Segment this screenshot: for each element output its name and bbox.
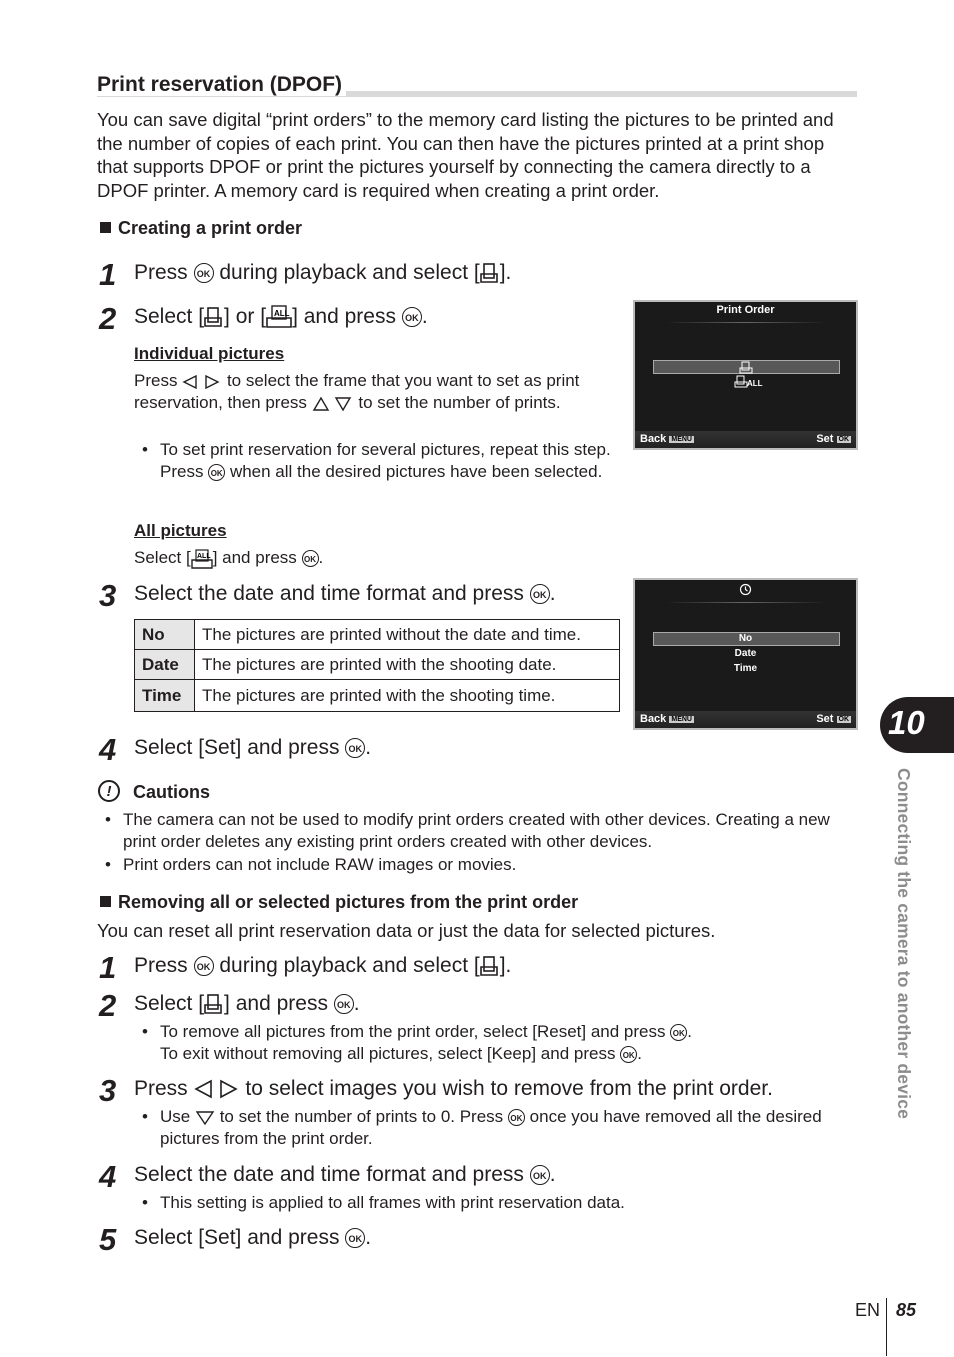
table-row: No The pictures are printed without the date and time. (135, 620, 620, 650)
remove-step3-text: Press to select images you wish to remove from the print order. (134, 1077, 773, 1100)
page-title: Print reservation (DPOF) (97, 73, 346, 97)
screen-title: Print Order (716, 304, 775, 316)
step-number: 2 (99, 988, 117, 1023)
svg-text:ALL: ALL (747, 379, 763, 388)
remove-step5-text: Select [Set] and press OK . (134, 1226, 372, 1249)
ok-button-icon: OK (208, 464, 225, 481)
step-number: 1 (99, 950, 117, 985)
clock-icon (739, 583, 752, 596)
step4-text: Select [Set] and press OK . (134, 736, 372, 759)
remove-step4-bullet: This setting is applied to all frames with print reservation data. (160, 1193, 625, 1212)
option-no: No (738, 633, 753, 644)
subheading-remove: Removing all or selected pictures from the print order (100, 892, 578, 913)
remove-step4-text: Select the date and time format and press OK . (134, 1163, 556, 1186)
ok-button-icon: OK (670, 1024, 687, 1041)
footer-divider (886, 1298, 887, 1356)
ok-button-icon: OK (194, 263, 214, 283)
print-all-icon (734, 375, 763, 388)
caution-icon: ! (98, 780, 120, 802)
step-number: 3 (99, 1073, 117, 1108)
step-number: 1 (99, 257, 117, 292)
step1-text: Press OK during playback and select [ ]. (134, 261, 512, 284)
language-label: EN (855, 1300, 881, 1320)
step2-text: Select [ ] or [ ALL ] and press OK . (134, 305, 428, 328)
bullet-dot: • (105, 810, 111, 829)
step-number: 4 (99, 732, 117, 767)
remove-step1-text: Press OK during playback and select [ ]. (134, 954, 512, 977)
table-row: Time The pictures are printed with the shooting time. (135, 680, 620, 712)
back-label: Back (640, 433, 667, 445)
ok-button-icon: OK (194, 956, 214, 976)
square-bullet-icon (100, 222, 111, 233)
ok-button-icon: OK (302, 550, 319, 567)
remove-step2-text: Select [ ] and press OK . (134, 992, 360, 1015)
ok-button-icon: OK (345, 738, 365, 758)
print-all-icon (191, 549, 213, 569)
svg-text:ALL: ALL (196, 552, 211, 560)
all-pictures-title: All pictures (134, 521, 227, 540)
print-all-icon (266, 305, 292, 329)
screen-footer (635, 431, 856, 448)
ok-button-icon: OK (402, 307, 422, 327)
cautions-title: Cautions (133, 782, 211, 802)
ok-button-icon: OK (530, 584, 550, 604)
camera-screen-print-order (633, 300, 858, 450)
set-label: Set (816, 713, 834, 725)
step-number: 4 (99, 1159, 117, 1194)
ok-badge: OK (838, 436, 849, 443)
menu-badge: MENU (671, 716, 692, 723)
step-number: 2 (99, 301, 117, 336)
screen-footer (635, 711, 856, 728)
left-right-arrows-icon (182, 374, 222, 390)
page-footer (855, 1300, 880, 1321)
caution-item: Print orders can not include RAW images or movies. (123, 855, 517, 874)
screen-divider (665, 322, 826, 323)
down-arrow-icon (195, 1110, 215, 1126)
ok-badge: OK (838, 716, 849, 723)
remove-step3-bullet: Use to set the number of prints to 0. Press OK once you have removed all the desired pictures from the print order. (160, 1107, 822, 1148)
all-pictures-text: Select [ ALL ] and press OK . (134, 548, 324, 567)
caution-item: The camera can not be used to modify print orders created with other devices. Creating a new print order deletes any existing print orders created with other devices. (123, 810, 830, 851)
individual-bullet: To set print reservation for several pictures, repeat this step. Press OK when all the desired pictures have been selected. (160, 440, 611, 481)
remove-step2-bullet: To remove all pictures from the print order, select [Reset] and press OK . To exit without removing all pictures, select [Keep] and press OK . (160, 1022, 692, 1063)
individual-pictures-title: Individual pictures (134, 344, 285, 363)
print-icon (480, 262, 500, 284)
chapter-number: 10 (888, 704, 925, 741)
print-icon (739, 361, 753, 374)
menu-badge: MENU (671, 436, 692, 443)
print-icon (480, 955, 500, 977)
print-icon (204, 306, 224, 328)
bullet-dot: • (142, 1107, 148, 1126)
screen-divider (665, 602, 826, 603)
remove-intro: You can reset all print reservation data or just the data for selected pictures. (97, 920, 716, 941)
back-label: Back (640, 713, 667, 725)
ok-button-icon: OK (530, 1165, 550, 1185)
square-bullet-icon (100, 896, 111, 907)
option-time: Time (733, 663, 758, 674)
print-icon (204, 993, 224, 1015)
option-date: Date (734, 648, 757, 659)
step3-text: Select the date and time format and press OK . (134, 582, 556, 605)
chapter-label: Connecting the camera to another device (894, 768, 914, 1120)
camera-screen-date-format (633, 578, 858, 730)
individual-pictures-text: Press to select the frame that you want to set as print reservation, then press to set the number of prints. (134, 371, 580, 412)
ok-button-icon: OK (345, 1228, 365, 1248)
bullet-dot: • (105, 855, 111, 874)
set-label: Set (816, 433, 834, 445)
step-number: 5 (99, 1222, 117, 1257)
up-down-arrows-icon (312, 396, 354, 412)
bullet-dot: • (142, 1022, 148, 1041)
ok-button-icon: OK (334, 994, 354, 1014)
ok-button-icon: OK (508, 1109, 525, 1126)
bullet-dot: • (142, 1193, 148, 1212)
bullet-dot: • (142, 440, 148, 459)
left-right-arrows-icon (194, 1079, 240, 1099)
subheading-create: Creating a print order (100, 218, 302, 239)
table-row: Date The pictures are printed with the shooting date. (135, 650, 620, 680)
ok-button-icon: OK (620, 1046, 637, 1063)
svg-text:ALL: ALL (274, 309, 290, 319)
page-number: 85 (896, 1300, 917, 1320)
intro-paragraph: You can save digital “print orders” to the memory card listing the pictures to be printed and the number of copies of each print. You can then have the pictures printed at a print shop that supports DPOF or print the pictures yourself by connecting the camera directly to a DPOF printer. A memory card is required when creating a print order. (97, 109, 834, 201)
step-number: 3 (99, 578, 117, 613)
date-format-table (134, 619, 620, 712)
